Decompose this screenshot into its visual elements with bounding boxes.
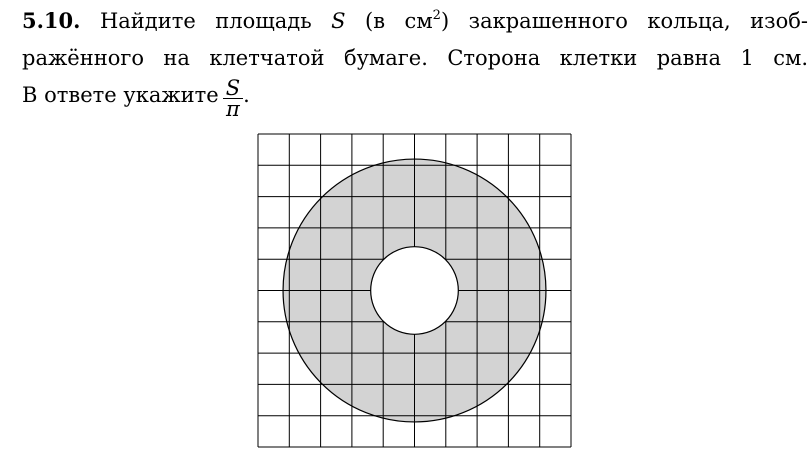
ring-figure <box>250 126 580 460</box>
problem-number: 5.10. <box>22 8 81 33</box>
problem-period: . <box>243 83 250 107</box>
problem-statement <box>22 2 808 119</box>
problem-text-1a: Найдите площадь <box>99 9 332 33</box>
grid-paper-ring <box>250 126 580 456</box>
problem-text-1c: ) закрашенного кольца, изоб- <box>440 9 808 33</box>
problem-text-1b: (в см <box>345 9 433 33</box>
fraction-denominator: π <box>225 97 240 121</box>
problem-line-1 <box>22 2 808 40</box>
variable-s: S <box>331 9 346 33</box>
problem-text-3: В ответе укажите <box>22 83 219 107</box>
problem-line-2: ражённого на клетчатой бумаге. Сторона клетки равна 1 см. <box>22 46 808 70</box>
unit-exponent: 2 <box>432 8 441 23</box>
inner-circle-hole <box>371 247 459 335</box>
answer-fraction <box>223 78 243 119</box>
problem-line-3 <box>22 77 808 119</box>
fraction-numerator: S <box>223 78 243 99</box>
